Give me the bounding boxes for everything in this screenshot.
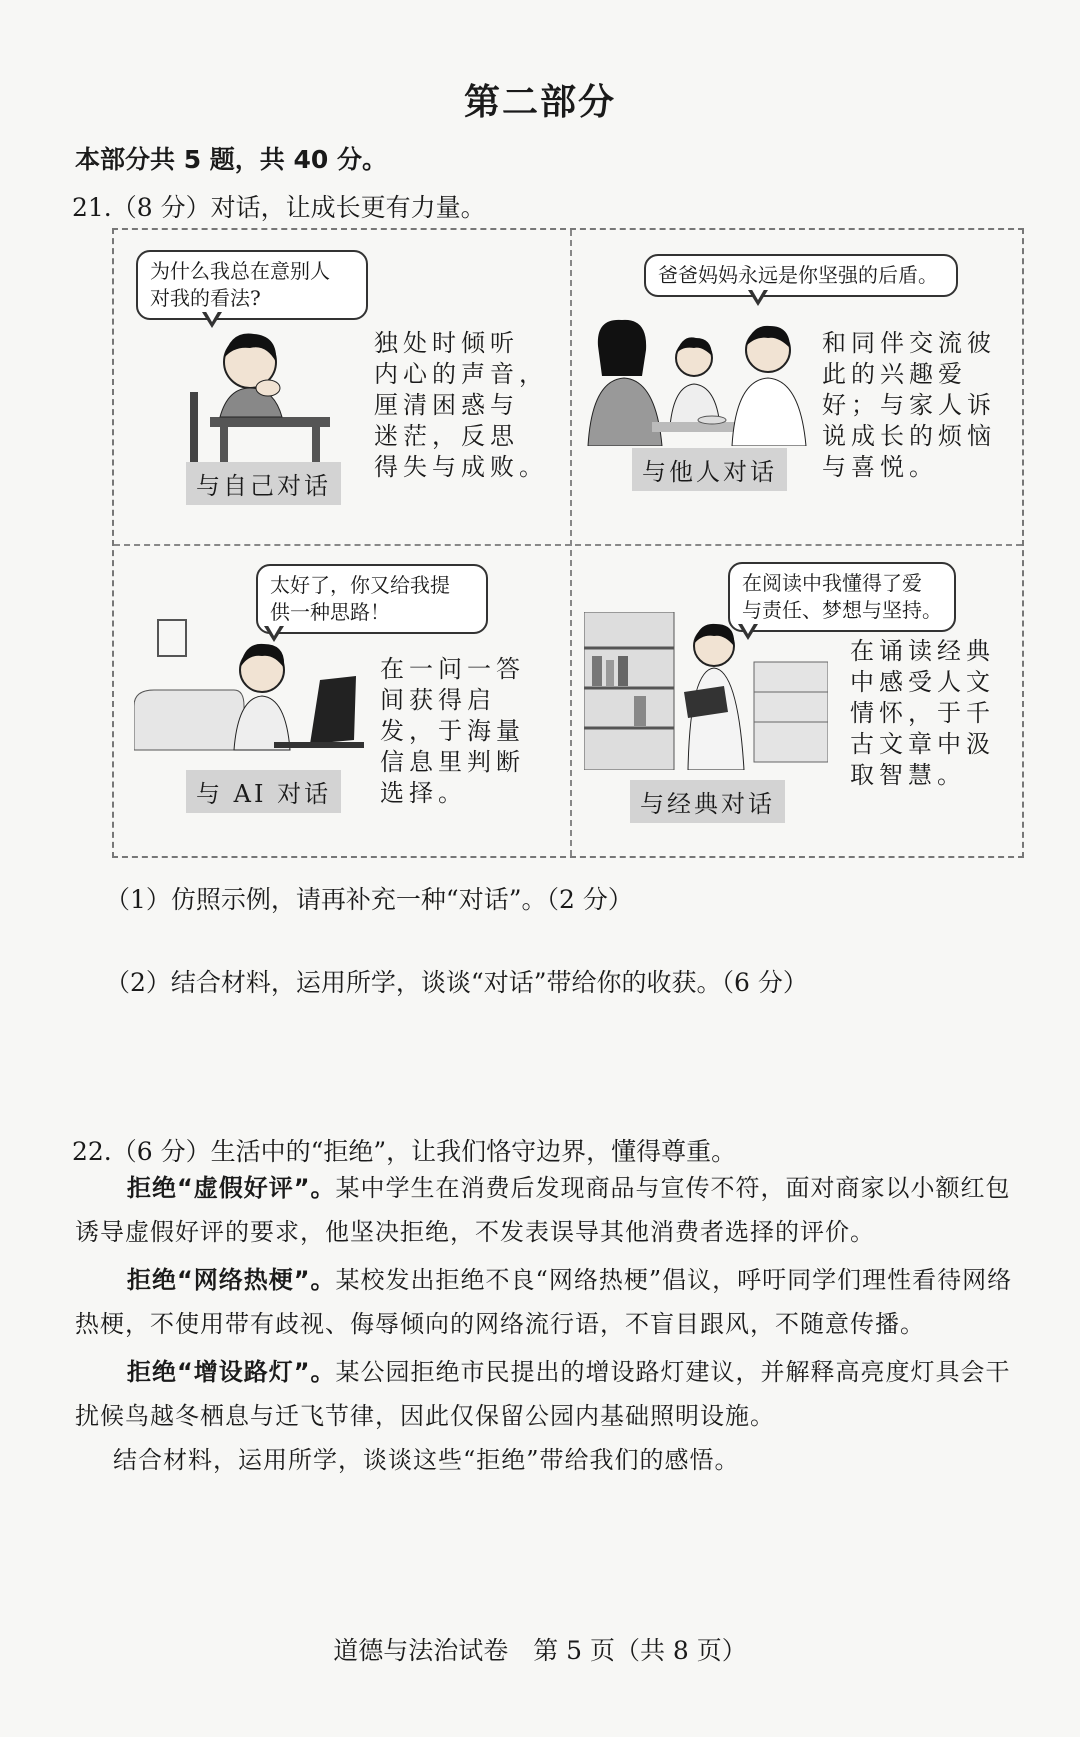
material-lead: 拒绝“网络热梗”。	[127, 1266, 336, 1294]
bubble-line: 供一种思路！	[270, 600, 390, 624]
bubble-line: 对我的看法?	[150, 286, 261, 310]
material-paragraph	[75, 1350, 1035, 1438]
panel-description: 在一问一答 间获得启 发，于海量 信息里判断 选择。	[380, 655, 525, 807]
speech-bubble	[136, 250, 368, 320]
panel-description: 独处时倾听 内心的声音， 厘清困惑与 迷茫，反思 得失与成败。	[374, 329, 548, 481]
q22-task: 结合材料，运用所学，谈谈这些“拒绝”带给我们的感悟。	[113, 1446, 740, 1474]
speech-bubble	[644, 254, 958, 297]
material-lead: 拒绝“虚假好评”。	[127, 1174, 336, 1202]
panel-label: 与 AI 对话	[186, 770, 341, 813]
q21-comic-grid	[112, 228, 1024, 858]
q22-header: 22.（6 分）生活中的“拒绝”，让我们恪守边界，懂得尊重。	[72, 1137, 737, 1166]
boy-thinking-illustration	[180, 322, 330, 472]
page-title: 第二部分	[463, 82, 616, 123]
material-paragraph	[75, 1258, 1035, 1346]
family-dinner-illustration	[582, 316, 808, 446]
boy-computer-illustration	[134, 610, 374, 760]
material-text: 某校发出拒绝不良“网络热梗”倡议，呼吁同学们理性看待网络热梗，不使用带有歧视、侮辱倾向的网络流行语，不盲目跟风，不随意传播。	[75, 1266, 1013, 1338]
bubble-line: 爸爸妈妈永远是你坚强的后盾。	[658, 263, 938, 287]
material-lead: 拒绝“增设路灯”。	[127, 1358, 336, 1386]
panel-label: 与经典对话	[630, 780, 785, 823]
bubble-line: 太好了，你又给我提	[270, 573, 450, 597]
panel-classics-dialogue	[572, 546, 1026, 858]
q21-subquestion-1: （1）仿照示例，请再补充一种“对话”。（2 分）	[105, 885, 633, 914]
bubble-tail	[748, 290, 768, 306]
q22-materials	[75, 1166, 1035, 1482]
panel-ai-dialogue	[114, 546, 568, 858]
bubble-line: 在阅读中我懂得了爱	[742, 571, 922, 595]
material-paragraph	[75, 1166, 1035, 1254]
panel-others-dialogue	[572, 230, 1026, 542]
q21-header: 21.（8 分）对话，让成长更有力量。	[72, 193, 486, 222]
bubble-line: 与责任、梦想与坚持。	[742, 598, 942, 622]
q21-subquestion-2: （2）结合材料，运用所学，谈谈“对话”带给你的收获。（6 分）	[105, 968, 808, 997]
panel-description: 在诵读经典 中感受人文 情怀，于千 古文章中汲 取智慧。	[850, 637, 995, 789]
section-intro: 本部分共 5 题，共 40 分。	[75, 145, 388, 174]
material-text: 某公园拒绝市民提出的增设路灯建议，并解释高亮度灯具会干扰候鸟越冬栖息与迁飞节律，因此仅保留公园内基础照明设施。	[75, 1358, 1011, 1430]
boy-library-illustration	[584, 612, 828, 770]
material-text: 某中学生在消费后发现商品与宣传不符，面对商家以小额红包诱导虚假好评的要求，他坚决拒绝，不发表误导其他消费者选择的评价。	[75, 1174, 1011, 1246]
panel-label: 与自己对话	[186, 462, 341, 505]
bubble-line: 为什么我总在意别人	[150, 259, 330, 283]
panel-self-dialogue	[114, 230, 568, 542]
page-footer: 道德与法治试卷 第 5 页（共 8 页）	[333, 1636, 747, 1665]
panel-description: 和同伴交流彼 此的兴趣爱 好；与家人诉 说成长的烦恼 与喜悦。	[822, 329, 996, 481]
panel-label: 与他人对话	[632, 448, 787, 491]
